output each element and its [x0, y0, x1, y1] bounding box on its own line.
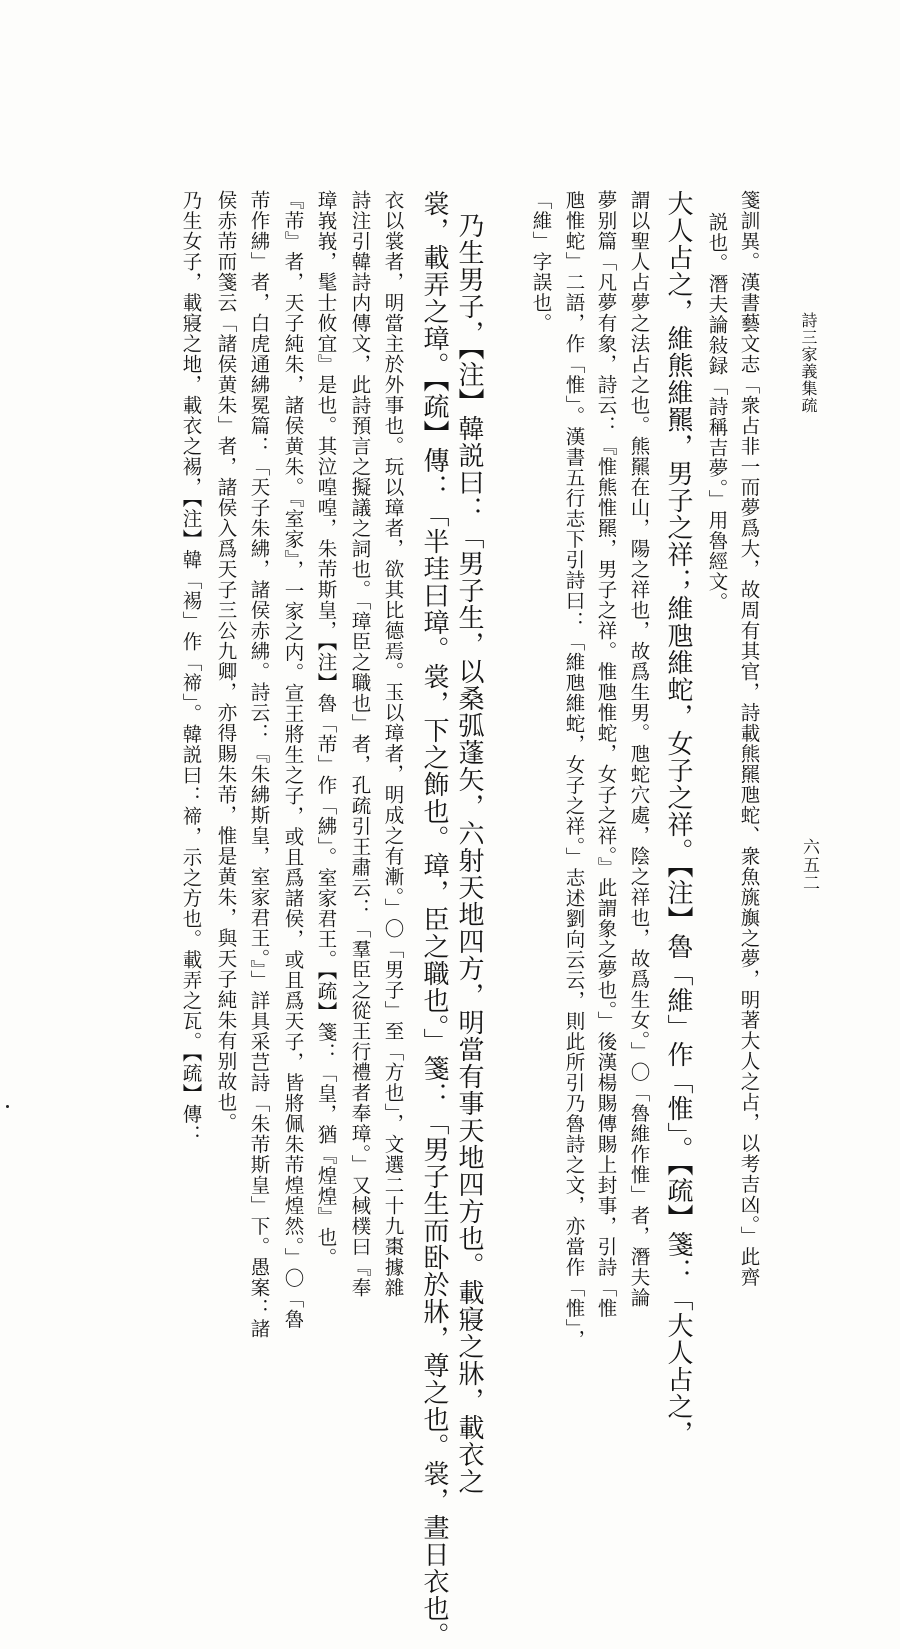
- text-column: 璋峩峩，髦士攸宜』是也。其泣喤喤，朱芾斯皇，【注】魯「芾」作「紼」。室家君王。【疏】箋：「皇，猶『煌煌』也。: [314, 190, 338, 1268]
- text-column: 侯赤芾而箋云「諸侯黄朱」者，諸侯入爲天子三公九卿，亦得賜朱芾，惟是黄朱，與天子純朱有别故也。: [214, 190, 238, 1133]
- page-number: 六五二: [799, 838, 819, 892]
- text-column: 説也。潛夫論敍録「詩稱吉夢。」用魯經文。: [705, 212, 729, 613]
- text-column: 謂以聖人占夢之法占之也。熊羆在山，陽之祥也，故爲生男。虺蛇穴處，陰之祥也，故爲生女。」〇「魯維作惟」者，潛夫論: [627, 190, 651, 1308]
- text-column: 箋訓異。漢書藝文志「衆占非一而夢爲大，故周有其官，詩載熊羆虺蛇、衆魚旐旟之夢，明著大人之占，以考吉凶。」此齊: [737, 190, 761, 1288]
- text-column: 芾作紼」者，白虎通紼冕篇：「天子朱紼，諸侯赤紼。詩云：『朱紼斯皇，室家君王。』」詳具采芑詩「朱芾斯皇」下。愚案：諸: [247, 190, 271, 1339]
- text-column: 衣以裳者，明當主於外事也。玩以璋者，欲其比德焉。玉以璋者，明成之有漸。」〇「男子」至「方也」，文選二十九棗據雜: [381, 190, 405, 1298]
- verse-column: 裳，載弄之璋。【疏】傳：「半珪曰璋。裳，下之飾也。璋，臣之職也。」箋：「男子生而卧於牀，尊之也。裳，晝日衣也。: [419, 190, 449, 1649]
- text-column: 「維」字誤也。: [529, 190, 553, 334]
- verse-column: 大人占之，維熊維羆，男子之祥；維虺維蛇，女子之祥。【注】魯「維」作「惟」。【疏】箋：「大人占之，: [663, 190, 693, 1447]
- text-column: 『芾』者，天子純朱，諸侯黄朱。『室家』，一家之内。宣王將生之子，或且爲諸侯，或且爲天子，皆將佩朱芾煌煌然。」〇「魯: [281, 190, 305, 1330]
- running-header: 詩三家義集疏: [799, 312, 818, 414]
- text-column: 夢别篇「凡夢有象，詩云：『惟熊惟羆，男子之祥。惟虺惟蛇，女子之祥。』此謂象之夢也。」後漢楊賜傳賜上封事，引詩「惟: [594, 190, 618, 1319]
- scan-speck: [6, 1105, 9, 1108]
- text-column: 虺惟蛇」二語，作「惟」。漢書五行志下引詩曰：「維虺維蛇，女子之祥。」志述劉向云云，則此所引乃魯詩之文，亦當作「惟」，: [562, 190, 586, 1350]
- text-column: 詩注引韓詩内傳文，此詩預言之擬議之詞也。「璋臣之職也」者，孔疏引王肅云：「羣臣之從王行禮者奉璋。」又棫樸曰『奉: [348, 190, 372, 1298]
- text-column: 乃生女子，載寢之地，載衣之裼，【注】韓「裼」作「禘」。韓説曰：禘，示之方也。載弄之瓦。【疏】傳：: [179, 190, 203, 1145]
- verse-column: 乃生男子，【注】韓説曰：「男子生，以桑弧蓬矢，六射天地四方，明當有事天地四方也。載寢之牀，載衣之: [454, 212, 484, 1495]
